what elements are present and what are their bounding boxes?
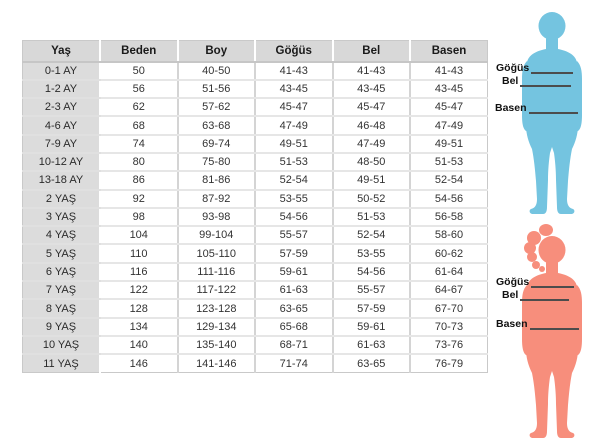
value-cell: 92 — [100, 190, 178, 208]
value-cell: 52-54 — [410, 171, 488, 189]
boy-silhouette — [519, 12, 585, 218]
value-cell: 141-146 — [178, 354, 256, 372]
value-cell: 110 — [100, 244, 178, 262]
boy-waist-label: Bel — [502, 75, 519, 87]
value-cell: 129-134 — [178, 318, 256, 336]
value-cell: 51-56 — [178, 80, 256, 98]
value-cell: 54-56 — [410, 190, 488, 208]
value-cell: 50-52 — [333, 190, 411, 208]
age-cell: 1-2 AY — [23, 80, 101, 98]
value-cell: 70-73 — [410, 318, 488, 336]
table-row — [23, 299, 488, 317]
boy-waist-measure-line — [520, 85, 571, 87]
table-row — [23, 171, 488, 189]
girl-waist-label: Bel — [502, 289, 519, 301]
value-cell: 56-58 — [410, 208, 488, 226]
girl-hip-measure — [496, 319, 579, 330]
age-cell: 11 YAŞ — [23, 354, 101, 372]
value-cell: 51-53 — [255, 153, 333, 171]
value-cell: 49-51 — [333, 171, 411, 189]
girl-chest-measure — [496, 277, 574, 288]
value-cell: 57-59 — [333, 299, 411, 317]
value-cell: 47-49 — [333, 135, 411, 153]
value-cell: 65-68 — [255, 318, 333, 336]
girl-waist-measure-line — [520, 299, 569, 301]
age-cell: 13-18 AY — [23, 171, 101, 189]
value-cell: 50 — [100, 62, 178, 80]
value-cell: 76-79 — [410, 354, 488, 372]
boy-waist-measure — [502, 76, 571, 87]
age-cell: 9 YAŞ — [23, 318, 101, 336]
value-cell: 60-62 — [410, 244, 488, 262]
table-header — [23, 41, 488, 62]
table-header-row — [23, 41, 488, 62]
table-row — [23, 116, 488, 134]
value-cell: 49-51 — [255, 135, 333, 153]
table-row — [23, 281, 488, 299]
value-cell: 59-61 — [255, 263, 333, 281]
value-cell: 41-43 — [255, 62, 333, 80]
age-cell: 2 YAŞ — [23, 190, 101, 208]
value-cell: 63-65 — [255, 299, 333, 317]
value-cell: 61-64 — [410, 263, 488, 281]
table-row — [23, 244, 488, 262]
value-cell: 67-70 — [410, 299, 488, 317]
table-row — [23, 98, 488, 116]
value-cell: 81-86 — [178, 171, 256, 189]
table-body — [23, 62, 488, 373]
value-cell: 105-110 — [178, 244, 256, 262]
value-cell: 63-65 — [333, 354, 411, 372]
value-cell: 93-98 — [178, 208, 256, 226]
age-cell: 4 YAŞ — [23, 226, 101, 244]
value-cell: 51-53 — [333, 208, 411, 226]
value-cell: 48-50 — [333, 153, 411, 171]
boy-hip-measure — [495, 103, 578, 114]
value-cell: 98 — [100, 208, 178, 226]
table-row — [23, 190, 488, 208]
value-cell: 41-43 — [410, 62, 488, 80]
value-cell: 86 — [100, 171, 178, 189]
age-cell: 4-6 AY — [23, 116, 101, 134]
value-cell: 71-74 — [255, 354, 333, 372]
column-header: Göğüs — [255, 41, 333, 62]
value-cell: 80 — [100, 153, 178, 171]
age-cell: 10 YAŞ — [23, 336, 101, 354]
value-cell: 57-62 — [178, 98, 256, 116]
value-cell: 53-55 — [333, 244, 411, 262]
value-cell: 45-47 — [255, 98, 333, 116]
value-cell: 53-55 — [255, 190, 333, 208]
value-cell: 104 — [100, 226, 178, 244]
value-cell: 111-116 — [178, 263, 256, 281]
girl-topknot — [539, 224, 553, 236]
value-cell: 116 — [100, 263, 178, 281]
column-header: Bel — [333, 41, 411, 62]
value-cell: 40-50 — [178, 62, 256, 80]
value-cell: 135-140 — [178, 336, 256, 354]
value-cell: 55-57 — [255, 226, 333, 244]
age-cell: 3 YAŞ — [23, 208, 101, 226]
value-cell: 52-54 — [255, 171, 333, 189]
age-cell: 6 YAŞ — [23, 263, 101, 281]
value-cell: 47-49 — [410, 116, 488, 134]
table-row — [23, 354, 488, 372]
value-cell: 45-47 — [410, 98, 488, 116]
column-header: Beden — [100, 41, 178, 62]
age-cell: 7 YAŞ — [23, 281, 101, 299]
value-cell: 68-71 — [255, 336, 333, 354]
boy-hip-measure-line — [529, 112, 578, 114]
value-cell: 99-104 — [178, 226, 256, 244]
table-row — [23, 336, 488, 354]
girl-hip-label: Basen — [496, 318, 528, 330]
value-cell: 45-47 — [333, 98, 411, 116]
girl-chest-measure-line — [531, 286, 574, 288]
value-cell: 59-61 — [333, 318, 411, 336]
value-cell: 62 — [100, 98, 178, 116]
value-cell: 43-45 — [255, 80, 333, 98]
table-row — [23, 263, 488, 281]
girl-waist-measure — [502, 290, 569, 301]
value-cell: 63-68 — [178, 116, 256, 134]
value-cell: 46-48 — [333, 116, 411, 134]
boy-chest-measure-line — [531, 72, 573, 74]
column-header: Boy — [178, 41, 256, 62]
value-cell: 146 — [100, 354, 178, 372]
column-header: Basen — [410, 41, 488, 62]
boy-chest-label: Göğüs — [496, 62, 530, 74]
value-cell: 64-67 — [410, 281, 488, 299]
age-cell: 7-9 AY — [23, 135, 101, 153]
value-cell: 61-63 — [333, 336, 411, 354]
table-row — [23, 208, 488, 226]
value-cell: 43-45 — [410, 80, 488, 98]
value-cell: 68 — [100, 116, 178, 134]
table-row — [23, 226, 488, 244]
value-cell: 57-59 — [255, 244, 333, 262]
value-cell: 52-54 — [333, 226, 411, 244]
value-cell: 49-51 — [410, 135, 488, 153]
value-cell: 41-43 — [333, 62, 411, 80]
age-cell: 2-3 AY — [23, 98, 101, 116]
table-row — [23, 318, 488, 336]
table-row — [23, 135, 488, 153]
girl-body-shape — [522, 224, 582, 438]
table-row — [23, 153, 488, 171]
age-cell: 10-12 AY — [23, 153, 101, 171]
age-cell: 0-1 AY — [23, 62, 101, 80]
value-cell: 51-53 — [410, 153, 488, 171]
value-cell: 56 — [100, 80, 178, 98]
girl-chest-label: Göğüs — [496, 276, 530, 288]
table-row — [23, 62, 488, 80]
value-cell: 140 — [100, 336, 178, 354]
value-cell: 117-122 — [178, 281, 256, 299]
value-cell: 61-63 — [255, 281, 333, 299]
girl-silhouette — [519, 223, 585, 442]
value-cell: 73-76 — [410, 336, 488, 354]
value-cell: 43-45 — [333, 80, 411, 98]
value-cell: 54-56 — [333, 263, 411, 281]
column-header: Yaş — [23, 41, 101, 62]
table-row — [23, 80, 488, 98]
value-cell: 123-128 — [178, 299, 256, 317]
value-cell: 69-74 — [178, 135, 256, 153]
age-cell: 5 YAŞ — [23, 244, 101, 262]
value-cell: 134 — [100, 318, 178, 336]
value-cell: 87-92 — [178, 190, 256, 208]
value-cell: 75-80 — [178, 153, 256, 171]
value-cell: 122 — [100, 281, 178, 299]
value-cell: 74 — [100, 135, 178, 153]
value-cell: 47-49 — [255, 116, 333, 134]
size-chart-table — [22, 40, 488, 373]
value-cell: 58-60 — [410, 226, 488, 244]
boy-hip-label: Basen — [495, 102, 527, 114]
value-cell: 55-57 — [333, 281, 411, 299]
age-cell: 8 YAŞ — [23, 299, 101, 317]
value-cell: 128 — [100, 299, 178, 317]
girl-hip-measure-line — [530, 328, 579, 330]
value-cell: 54-56 — [255, 208, 333, 226]
boy-chest-measure — [496, 63, 573, 74]
